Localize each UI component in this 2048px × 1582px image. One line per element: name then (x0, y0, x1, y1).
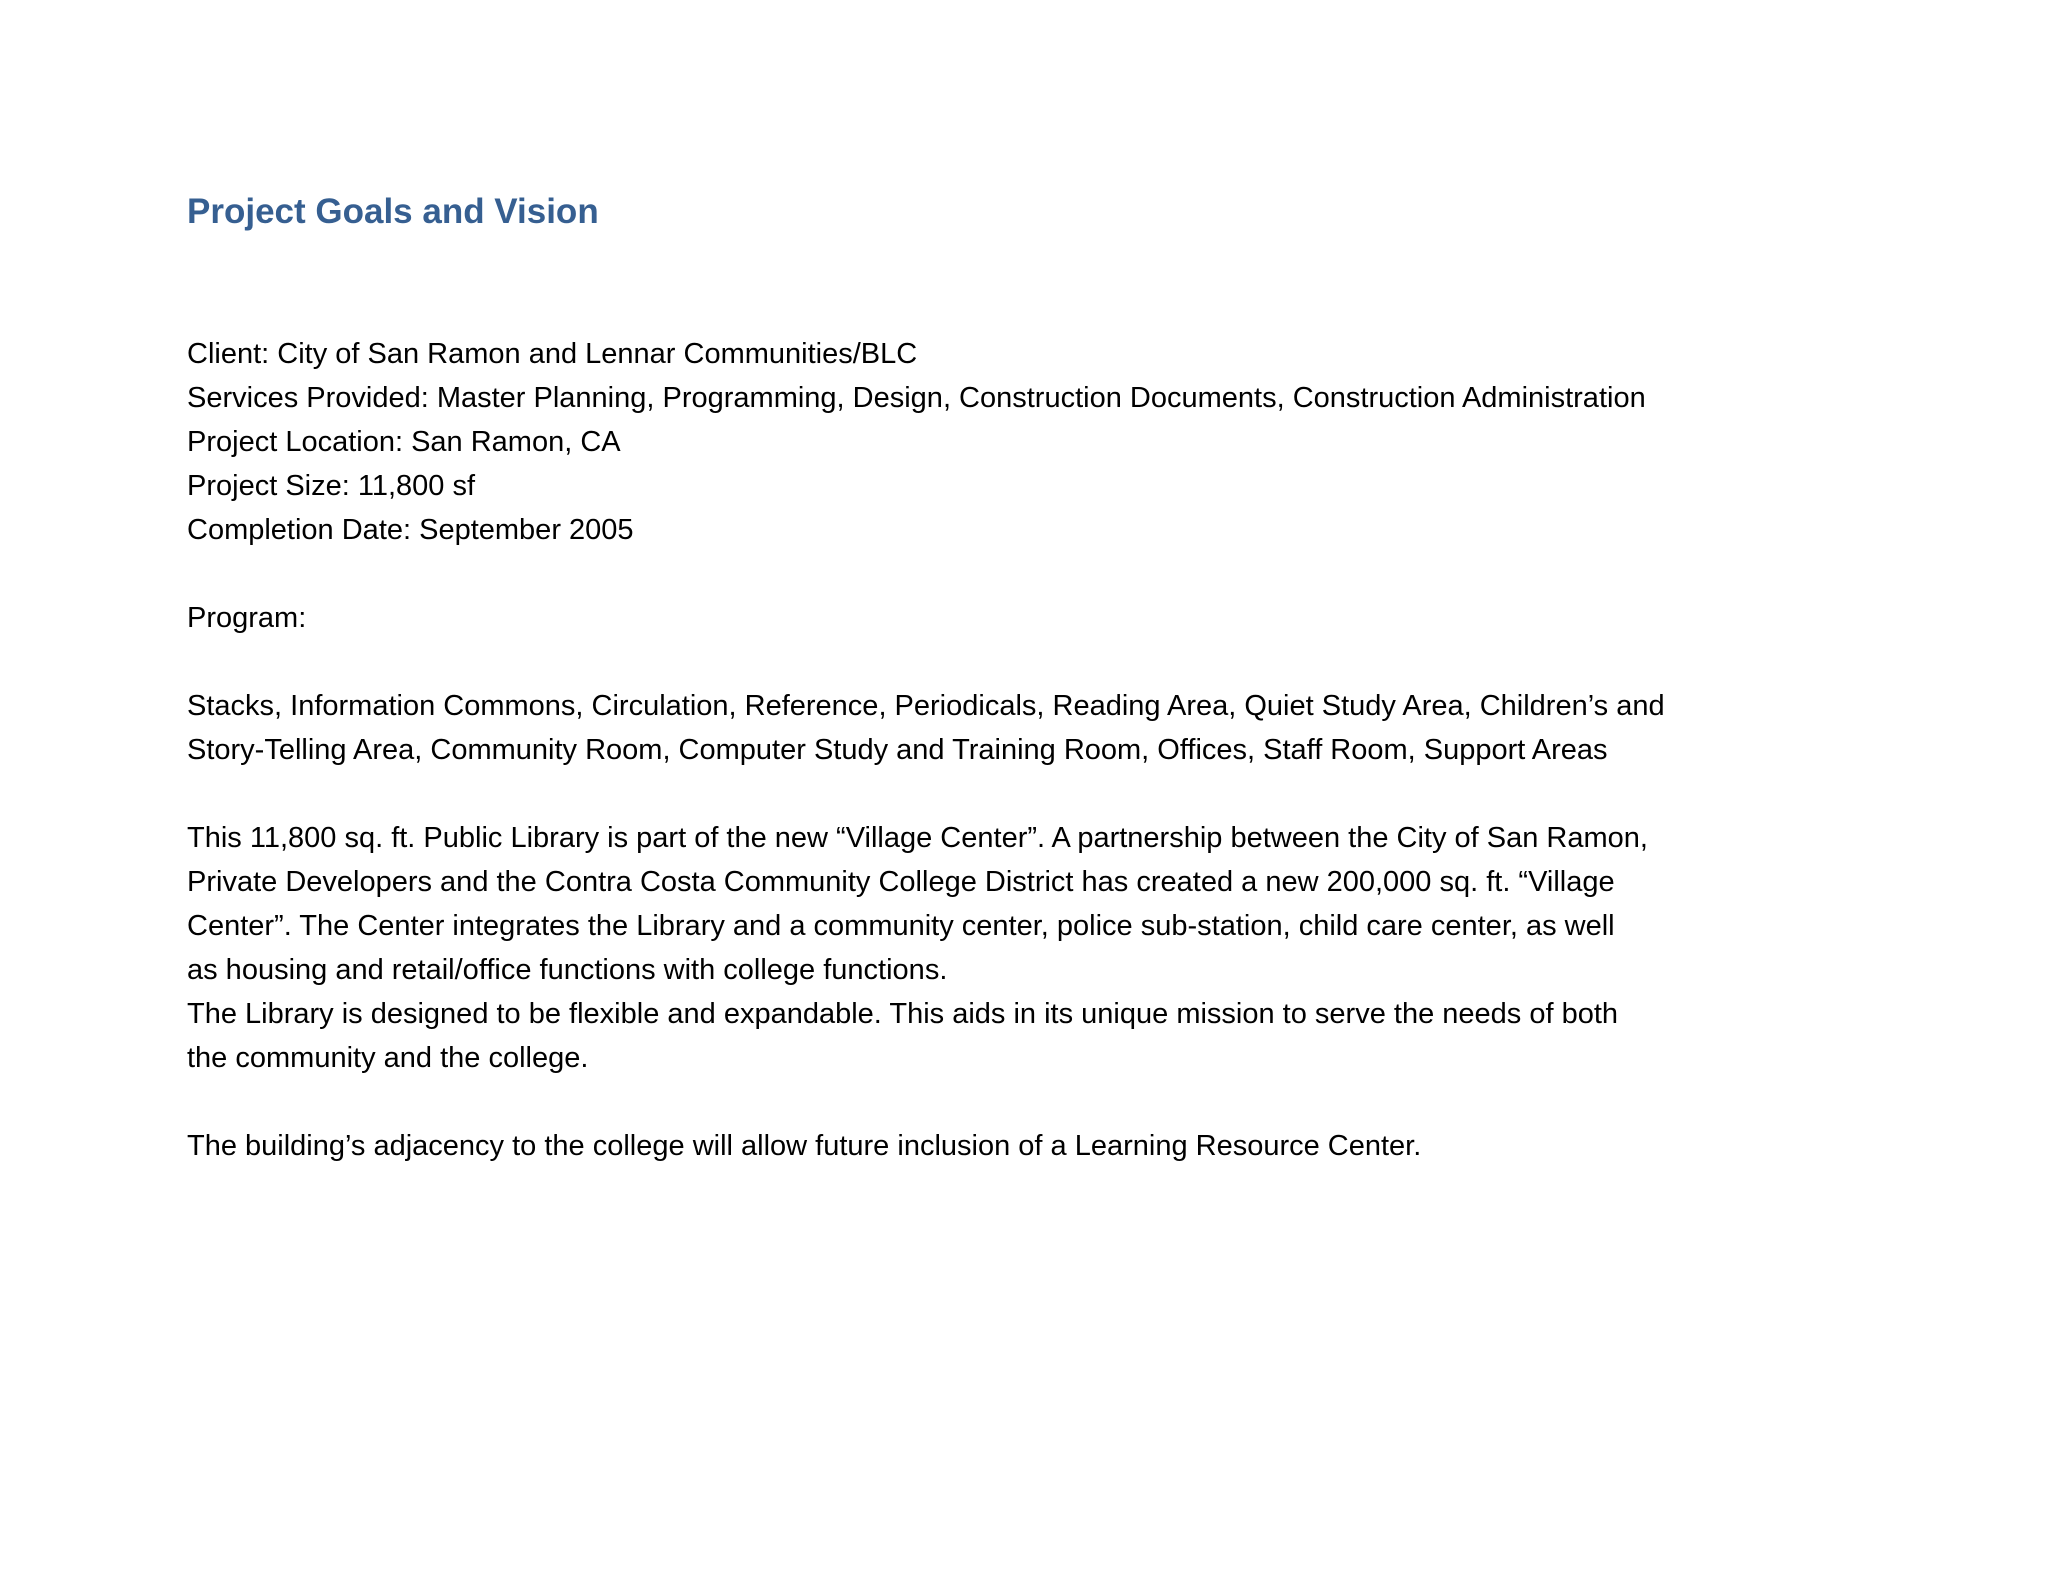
document-body (187, 332, 1907, 1168)
program-line: Story-Telling Area, Community Room, Computer Study and Training Room, Offices, Staff Room, Support Areas (187, 734, 1608, 766)
spacer (187, 772, 1907, 816)
program-paragraph (187, 684, 1907, 772)
services-line: Services Provided: Master Planning, Programming, Design, Construction Documents, Construction Administration (187, 382, 1646, 414)
closing-paragraph: The building’s adjacency to the college will allow future inclusion of a Learning Resource Center. (187, 1130, 1422, 1162)
page-title: Project Goals and Vision (187, 192, 599, 231)
client-line: Client: City of San Ramon and Lennar Communities/BLC (187, 338, 918, 370)
description-line: The Library is designed to be flexible and expandable. This aids in its unique mission to serve the needs of both (187, 998, 1619, 1030)
description-paragraph (187, 816, 1907, 1080)
description-line: Private Developers and the Contra Costa Community College District has created a new 200,000 sq. ft. “Village (187, 866, 1615, 898)
spacer (187, 640, 1907, 684)
document-page (187, 0, 1907, 1582)
spacer (187, 1080, 1907, 1124)
description-line: the community and the college. (187, 1042, 589, 1074)
location-line: Project Location: San Ramon, CA (187, 426, 621, 458)
project-info-block (187, 332, 1907, 552)
program-line: Stacks, Information Commons, Circulation, Reference, Periodicals, Reading Area, Quiet Study Area, Children’s and (187, 690, 1665, 722)
description-line: as housing and retail/office functions with college functions. (187, 954, 948, 986)
program-label: Program: (187, 602, 307, 634)
description-line: Center”. The Center integrates the Library and a community center, police sub-station, child care center, as well (187, 910, 1615, 942)
description-line: This 11,800 sq. ft. Public Library is part of the new “Village Center”. A partnership between the City of San Ramon, (187, 822, 1648, 854)
completion-line: Completion Date: September 2005 (187, 514, 634, 546)
spacer (187, 552, 1907, 596)
size-line: Project Size: 11,800 sf (187, 470, 476, 502)
